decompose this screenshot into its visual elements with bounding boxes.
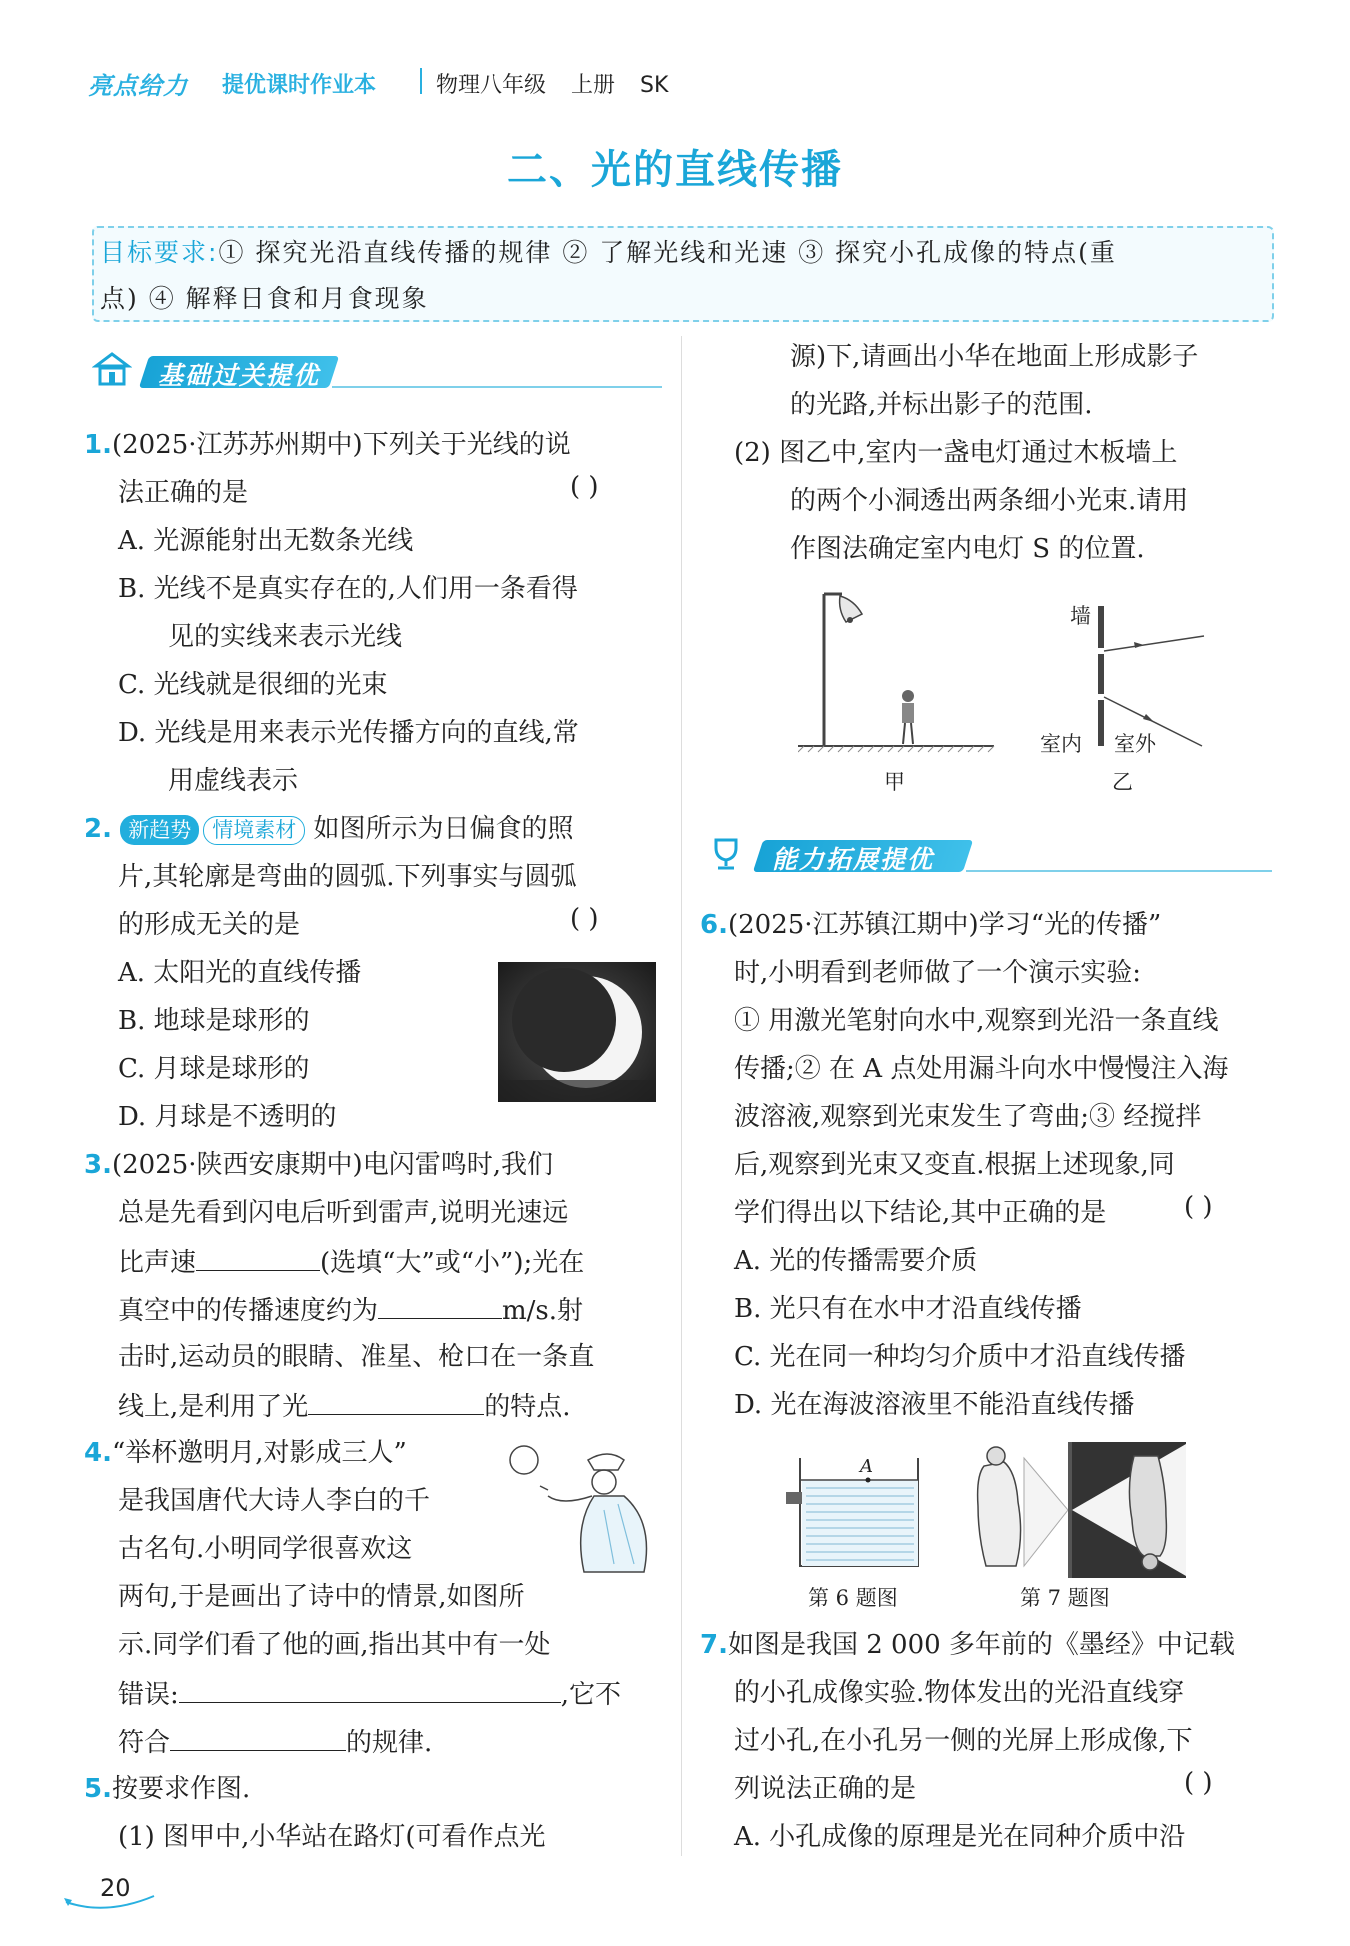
wall-label: 墙: [1070, 604, 1091, 628]
q3-text-e: 线上,是利用了光: [118, 1392, 309, 1422]
q4-line6: [118, 1672, 621, 1711]
q7-option-a: A. 小孔成像的原理是光在同种介质中沿: [734, 1822, 1186, 1852]
figure-6-label: 第 6 题图: [808, 1586, 898, 1610]
q3-line6: [118, 1384, 571, 1423]
figure-jia-label: 甲: [884, 770, 905, 794]
figure-7-pinhole: [964, 1438, 1186, 1578]
q2-answer-paren[interactable]: ( ): [570, 904, 599, 934]
q1-option-d: D. 光线是用来表示光传播方向的直线,常: [118, 718, 579, 748]
banner-underline: [332, 386, 662, 388]
q6-line1: [700, 904, 1161, 941]
q1-line1: [84, 424, 571, 461]
q7-text: 如图是我国 2 000 多年前的《墨经》中记载: [727, 1630, 1235, 1660]
q3-line2: 总是先看到闪电后听到雷声,说明光速远: [118, 1198, 569, 1228]
goals-line1: ① 探究光沿直线传播的规律 ② 了解光线和光速 ③ 探究小孔成像的特点(重: [218, 238, 1117, 267]
banner-title: 能力拓展提优: [772, 845, 935, 874]
q4-line5: 示.同学们看了他的画,指出其中有一处: [118, 1630, 551, 1660]
q7-line2: 的小孔成像实验.物体发出的光沿直线穿: [734, 1678, 1185, 1708]
q1-option-a: A. 光源能射出无数条光线: [118, 526, 414, 556]
q2-text: 如图所示为日偏食的照: [313, 814, 574, 844]
q6-line7: 学们得出以下结论,其中正确的是: [734, 1198, 1107, 1228]
q2-option-c: C. 月球是球形的: [118, 1054, 310, 1084]
figure-yi-label: 乙: [1112, 770, 1133, 794]
q7-line4: 列说法正确的是: [734, 1774, 917, 1804]
q6-number: 6.: [700, 910, 728, 940]
q5-line2: (1) 图甲中,小华站在路灯(可看作点光: [118, 1822, 546, 1852]
figure-7-label: 第 7 题图: [1020, 1586, 1110, 1610]
q1-option-b: B. 光线不是真实存在的,人们用一条看得: [118, 574, 578, 604]
outdoor-label: 室外: [1114, 732, 1156, 756]
q2-line2: 片,其轮廓是弯曲的圆弧.下列事实与圆弧: [118, 862, 577, 892]
q6-text: (2025·江苏镇江期中)学习“光的传播”: [727, 910, 1162, 940]
q2-number: 2.: [84, 814, 112, 844]
q4-text-b: ,它不: [560, 1680, 622, 1710]
goals-text: [100, 230, 1270, 322]
q6-line5: 波溶液,观察到光束发生了弯曲;③ 经搅拌: [734, 1102, 1202, 1132]
goals-label: 目标要求:: [100, 238, 219, 267]
q2-tag-scenario: 情境素材: [203, 816, 305, 845]
figure-jia-streetlamp: [798, 586, 998, 758]
q7-line3: 过小孔,在小孔另一侧的光屏上形成像,下: [734, 1726, 1193, 1756]
q1-option-b-cont: 见的实线来表示光线: [168, 622, 403, 652]
q5-line3: 源)下,请画出小华在地面上形成影子: [790, 342, 1199, 372]
page-number: 20: [100, 1874, 131, 1902]
q1-number: 1.: [84, 430, 112, 460]
q4-line2: 是我国唐代大诗人李白的千: [118, 1486, 431, 1516]
solar-eclipse-photo: [498, 962, 656, 1102]
q6-answer-paren[interactable]: ( ): [1184, 1192, 1213, 1222]
section-banner-ability: [706, 836, 1272, 872]
q3-line3: [118, 1240, 584, 1279]
q6-option-c: C. 光在同一种均匀介质中才沿直线传播: [734, 1342, 1186, 1372]
q4-text-d: 的规律.: [346, 1728, 433, 1758]
q4-line4: 两句,于是画出了诗中的情景,如图所: [118, 1582, 525, 1612]
q6-option-b: B. 光只有在水中才沿直线传播: [734, 1294, 1082, 1324]
building-icon: [92, 352, 132, 388]
q3-blank-3[interactable]: [308, 1384, 484, 1415]
q4-line7: [118, 1720, 432, 1759]
q6-line3: ① 用激光笔射向水中,观察到光沿一条直线: [734, 1006, 1219, 1036]
q6-line4: 传播;② 在 A 点处用漏斗向水中慢慢注入海: [734, 1054, 1229, 1084]
q3-line4: [118, 1288, 583, 1327]
q3-blank-2[interactable]: [378, 1288, 502, 1319]
banner-underline: [966, 870, 1272, 872]
q3-text-d: m/s.射: [502, 1296, 584, 1326]
q3-blank-1[interactable]: [196, 1240, 320, 1271]
q5-line4: 的光路,并标出影子的范围.: [790, 390, 1093, 420]
q1-text: (2025·江苏苏州期中)下列关于光线的说: [111, 430, 571, 460]
q1-answer-paren[interactable]: ( ): [570, 472, 599, 502]
poet-drawing: [508, 1440, 658, 1580]
q3-text-a: 比声速: [118, 1248, 197, 1278]
q6-line2: 时,小明看到老师做了一个演示实验:: [734, 958, 1142, 988]
q7-number: 7.: [700, 1630, 728, 1660]
q2-option-d: D. 月球是不透明的: [118, 1102, 337, 1132]
q4-text-a: 错误:: [118, 1680, 179, 1710]
q5-line6: 的两个小洞透出两条细小光束.请用: [790, 486, 1189, 516]
q4-number: 4.: [84, 1438, 112, 1468]
header-subtitle: 提优课时作业本: [222, 73, 377, 98]
goals-line2: 点) ④ 解释日食和月食现象: [100, 284, 429, 313]
q6-line6: 后,观察到光束又变直.根据上述现象,同: [734, 1150, 1175, 1180]
header-divider: [420, 68, 422, 94]
q2-line3: 的形成无关的是: [118, 910, 301, 940]
q4-blank-2[interactable]: [170, 1720, 346, 1751]
q4-line3: 古名句.小明同学很喜欢这: [118, 1534, 413, 1564]
brand-logo: 亮点给力: [88, 72, 188, 100]
figure-6-water-tank: [784, 1444, 934, 1574]
q7-line1: [700, 1624, 1235, 1661]
q3-line5: 击时,运动员的眼睛、准星、枪口在一条直: [118, 1342, 595, 1372]
q3-text: (2025·陕西安康期中)电闪雷鸣时,我们: [111, 1150, 553, 1180]
q4-text: “举杯邀明月,对影成三人”: [111, 1438, 407, 1468]
page-title: 二、光的直线传播: [507, 147, 843, 193]
q3-line1: [84, 1144, 553, 1181]
indoor-label: 室内: [1040, 732, 1082, 756]
q6-option-a: A. 光的传播需要介质: [734, 1246, 978, 1276]
q5-line1: [84, 1768, 250, 1805]
trophy-icon: [706, 836, 746, 872]
q5-line7: 作图法确定室内电灯 S 的位置.: [790, 534, 1145, 564]
q6-option-d: D. 光在海波溶液里不能沿直线传播: [734, 1390, 1135, 1420]
header-book-info: 物理八年级 上册 SK: [436, 73, 669, 98]
q3-text-c: 真空中的传播速度约为: [118, 1296, 379, 1326]
section-banner-basic: [92, 352, 662, 388]
q2-option-b: B. 地球是球形的: [118, 1006, 310, 1036]
q5-line5: (2) 图乙中,室内一盏电灯通过木板墙上: [734, 438, 1178, 468]
q2-tag-trend: 新趋势: [120, 815, 199, 845]
q2-line1: [84, 808, 574, 845]
q6-point-a: A: [860, 1456, 873, 1477]
q1-option-d-cont: 用虚线表示: [168, 766, 299, 796]
banner-title: 基础过关提优: [158, 361, 321, 390]
q2-option-a: A. 太阳光的直线传播: [118, 958, 362, 988]
q5-number: 5.: [84, 1774, 112, 1804]
q3-number: 3.: [84, 1150, 112, 1180]
q1-option-c: C. 光线就是很细的光束: [118, 670, 388, 700]
q4-line1: [84, 1432, 407, 1469]
q4-text-c: 符合: [118, 1728, 171, 1758]
q4-blank-1[interactable]: [179, 1672, 561, 1703]
q3-text-b: (选填“大”或“小”);光在: [320, 1248, 585, 1278]
q5-text: 按要求作图.: [111, 1774, 251, 1804]
column-divider: [681, 336, 682, 1856]
q3-text-f: 的特点.: [484, 1392, 571, 1422]
q1-line2: 法正确的是: [118, 478, 249, 508]
q7-answer-paren[interactable]: ( ): [1184, 1768, 1213, 1798]
